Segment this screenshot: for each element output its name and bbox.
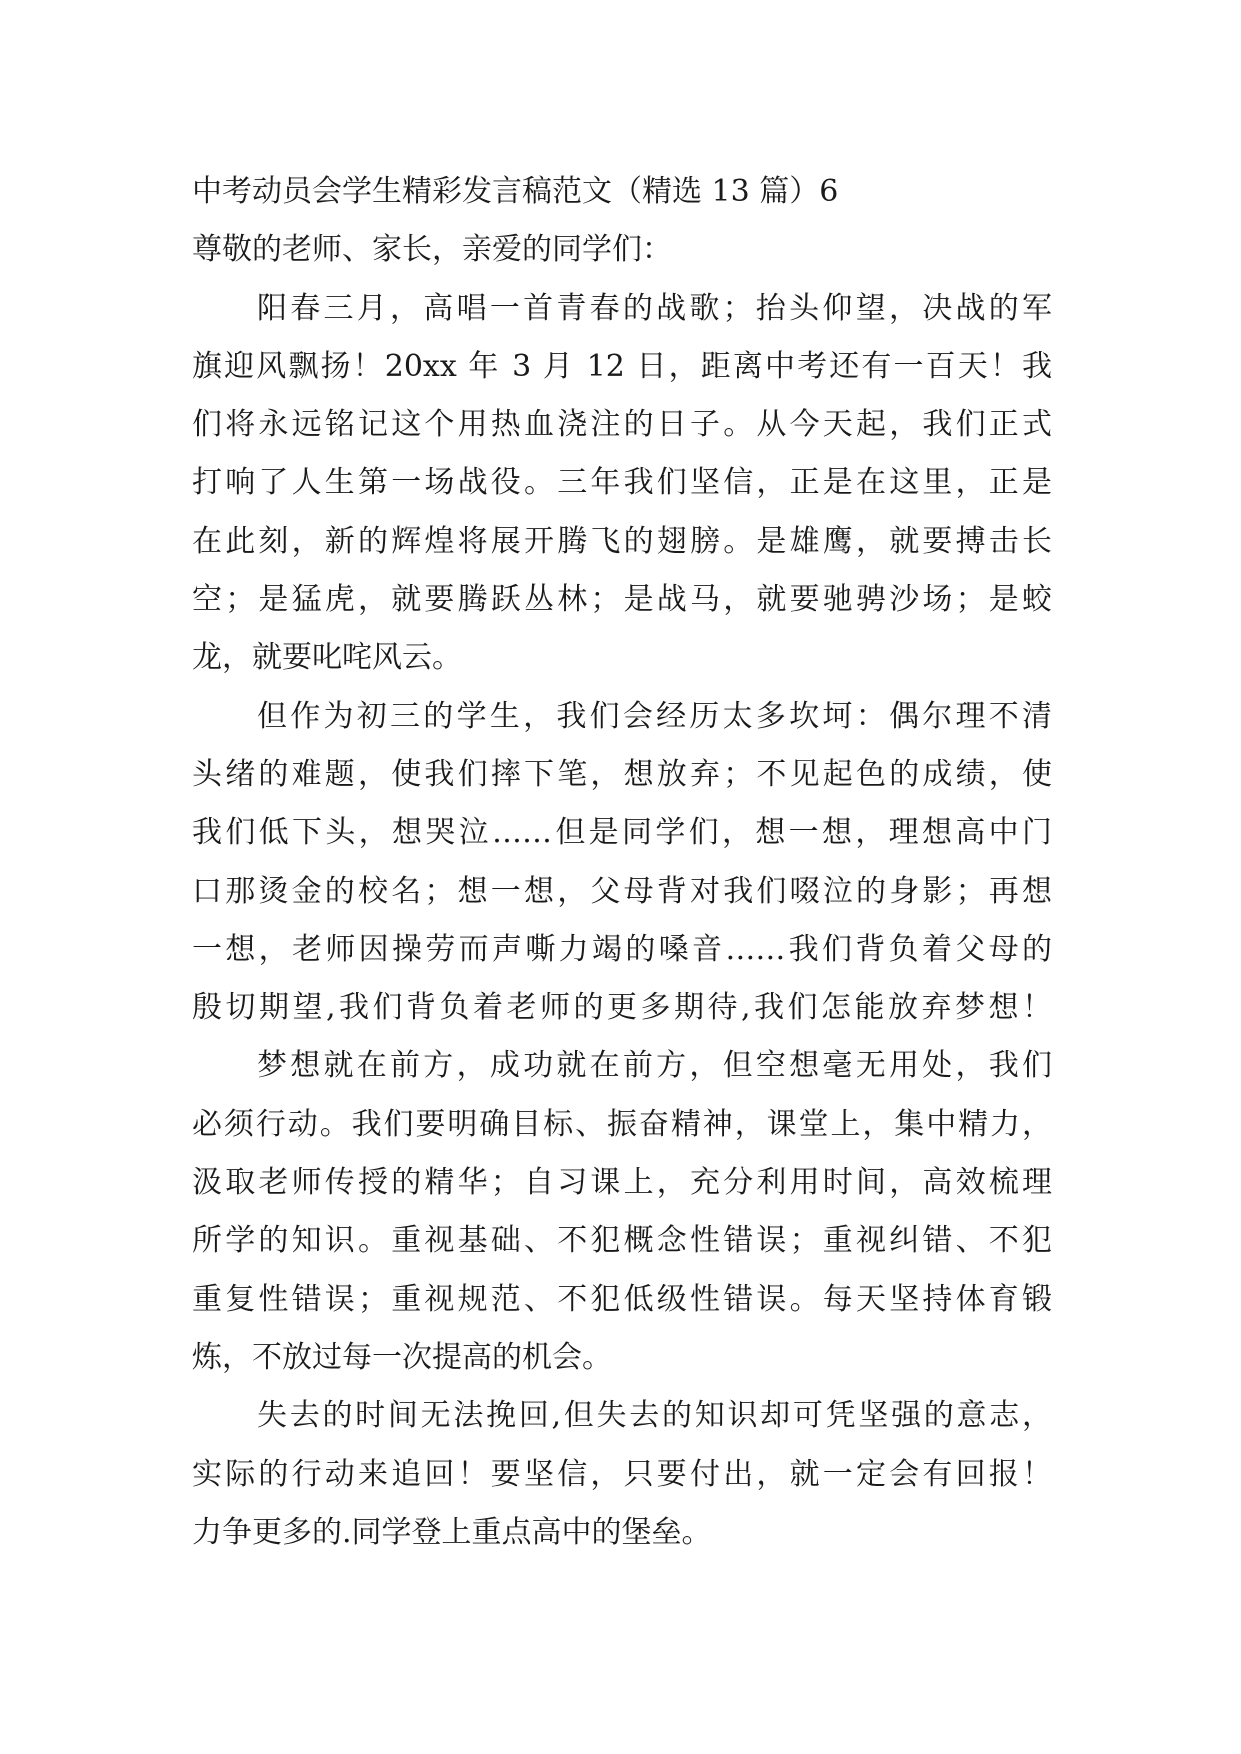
paragraph-line: 们将永远铭记这个用热血浇注的日子。从今天起，我们正式 — [192, 407, 1052, 443]
paragraph-line: 打响了人生第一场战役。三年我们坚信，正是在这里，正是 — [192, 465, 1052, 501]
paragraph-line: 实际的行动来追回！要坚信，只要付出，就一定会有回报！ — [192, 1456, 1052, 1492]
paragraph-line: 汲取老师传授的精华；自习课上，充分利用时间，高效梳理 — [192, 1165, 1052, 1201]
paragraph-line: 重复性错误；重视规范、不犯低级性错误。每天坚持体育锻 — [192, 1281, 1052, 1317]
paragraph-2 — [192, 688, 1052, 1038]
paragraph-line: 空；是猛虎，就要腾跃丛林；是战马，就要驰骋沙场；是蛟 — [192, 582, 1052, 618]
paragraph-line: 在此刻，新的辉煌将展开腾飞的翅膀。是雄鹰，就要搏击长 — [192, 523, 1052, 559]
paragraph-line: 失去的时间无法挽回,但失去的知识却可凭坚强的意志， — [257, 1398, 1052, 1434]
paragraph-line: 但作为初三的学生，我们会经历太多坎坷：偶尔理不清 — [257, 698, 1052, 734]
paragraph-line: 旗迎风飘扬！20xx 年 3 月 12 日，距离中考还有一百天！我 — [192, 348, 1052, 384]
paragraph-line: 一想，老师因操劳而声嘶力竭的嗓音……我们背负着父母的 — [192, 931, 1052, 967]
salutation: 尊敬的老师、家长，亲爱的同学们： — [192, 232, 672, 268]
document-title: 中考动员会学生精彩发言稿范文（精选 13 篇）6 — [192, 174, 839, 209]
document-body — [192, 163, 1052, 1562]
paragraph-line: 头绪的难题，使我们摔下笔，想放弃；不见起色的成绩，使 — [192, 756, 1052, 792]
paragraph-line: 梦想就在前方，成功就在前方，但空想毫无用处，我们 — [257, 1048, 1052, 1084]
paragraph-line: 口那烫金的校名；想一想，父母背对我们啜泣的身影；再想 — [192, 873, 1052, 909]
paragraph-line: 炼，不放过每一次提高的机会。 — [192, 1339, 612, 1375]
paragraph-line: 必须行动。我们要明确目标、振奋精神，课堂上，集中精力， — [192, 1106, 1052, 1142]
paragraph-line: 殷切期望,我们背负着老师的更多期待,我们怎能放弃梦想！ — [192, 990, 1052, 1026]
paragraph-3 — [192, 1037, 1052, 1387]
paragraph-4 — [192, 1387, 1052, 1562]
paragraph-line: 阳春三月，高唱一首青春的战歌；抬头仰望，决战的军 — [257, 290, 1052, 326]
paragraph-line: 力争更多的.同学登上重点高中的堡垒。 — [192, 1514, 712, 1550]
paragraph-line: 龙，就要叱咤风云。 — [192, 640, 462, 676]
paragraph-line: 我们低下头，想哭泣……但是同学们，想一想，理想高中门 — [192, 815, 1052, 851]
paragraph-1 — [192, 280, 1052, 688]
paragraph-line: 所学的知识。重视基础、不犯概念性错误；重视纠错、不犯 — [192, 1223, 1052, 1259]
